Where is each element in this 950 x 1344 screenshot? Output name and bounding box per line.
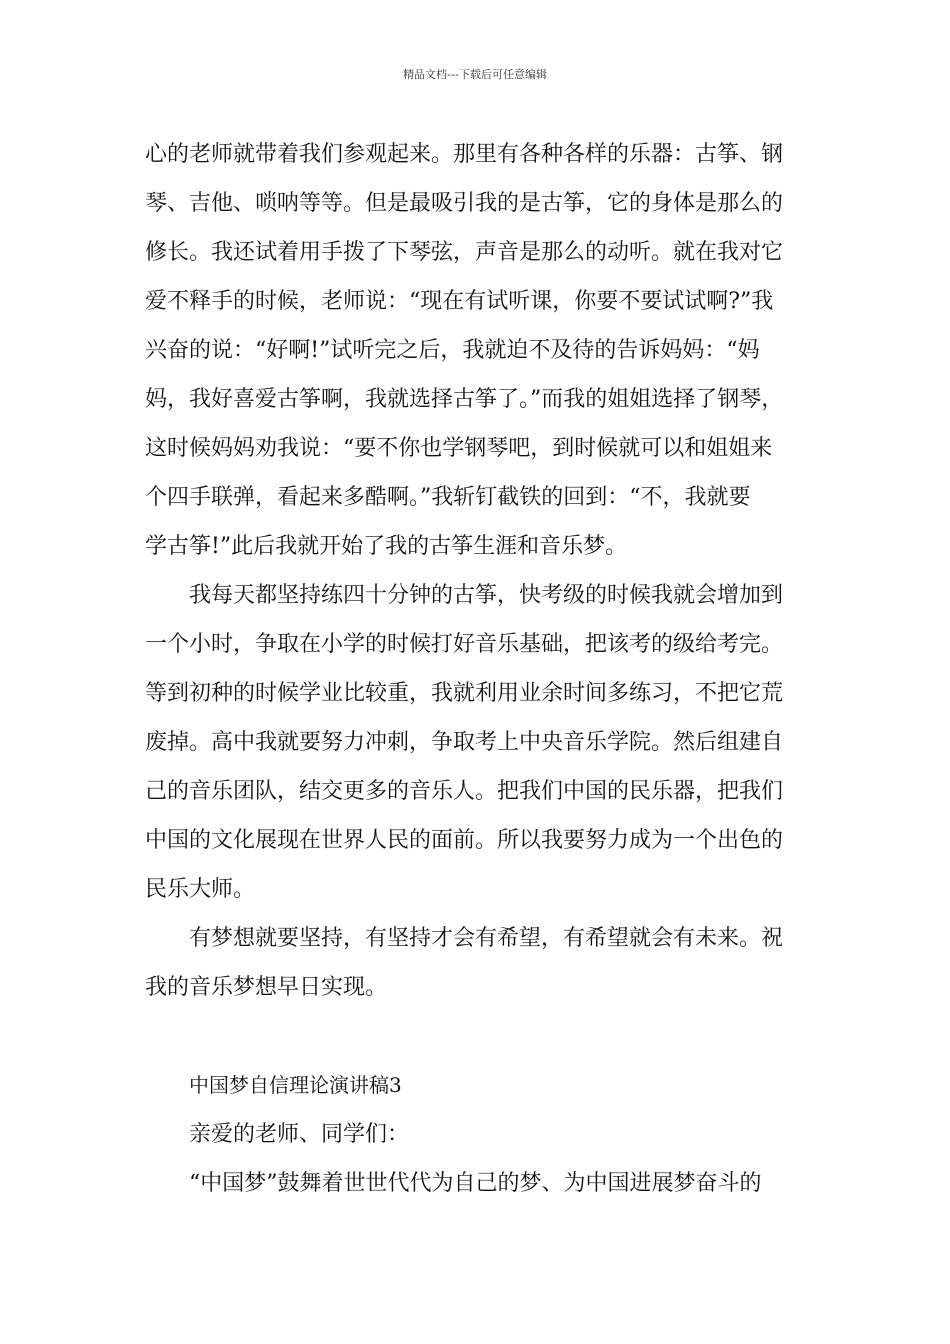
text-line: 有梦想就要坚持，有坚持才会有希望，有希望就会有未来。祝	[189, 926, 784, 951]
section-title: 中国梦自信理论演讲稿3	[189, 1073, 402, 1097]
text-line: 废掉。高中我就要努力冲刺，争取考上中央音乐学院。然后组建自	[145, 730, 784, 755]
text-line: 琴、吉他、唢呐等等。但是最吸引我的是古筝，它的身体是那么的	[145, 191, 784, 216]
text-line: 一个小时，争取在小学的时候打好音乐基础，把该考的级给考完。	[145, 632, 784, 657]
text-line: 这时候妈妈劝我说：“要不你也学钢琴吧，到时候就可以和姐姐来	[145, 436, 773, 461]
paragraph-3	[145, 914, 815, 1012]
paragraph-1	[145, 130, 815, 571]
text-line: 个四手联弹，看起来多酷啊。”我斩钉截铁的回到：“不，我就要	[145, 485, 751, 510]
text-line: 学古筝!”此后我就开始了我的古筝生涯和音乐梦。	[145, 534, 628, 559]
text-line: 妈，我好喜爱古筝啊，我就选择古筝了。”而我的姐姐选择了钢琴，	[145, 387, 784, 412]
text-line: 心的老师就带着我们参观起来。那里有各种各样的乐器：古筝、钢	[145, 142, 784, 167]
document-body	[145, 130, 815, 1208]
text-line: 我的音乐梦想早日实现。	[145, 975, 388, 1000]
paragraph-2	[145, 571, 815, 914]
text-line: 我每天都坚持练四十分钟的古筝，快考级的时候我就会增加到	[189, 583, 784, 608]
text-line: 民乐大师。	[145, 877, 256, 902]
text-line: 己的音乐团队，结交更多的音乐人。把我们中国的民乐器，把我们	[145, 779, 784, 804]
text-line: 等到初种的时候学业比较重，我就利用业余时间多练习，不把它荒	[145, 681, 784, 706]
text-line: 爱不释手的时候，老师说：“现在有试听课，你要不要试试啊?”我	[145, 289, 774, 314]
text-line: 中国的文化展现在世界人民的面前。所以我要努力成为一个出色的	[145, 828, 784, 853]
text-line: “中国梦”鼓舞着世世代代为自己的梦、为中国进展梦奋斗的	[189, 1171, 762, 1196]
page-header: 精品文档---下载后可任意编辑	[403, 68, 547, 81]
speech-section	[145, 1061, 815, 1208]
greeting-line: 亲爱的老师、同学们：	[189, 1122, 410, 1147]
text-line: 修长。我还试着用手拨了下琴弦，声音是那么的动听。就在我对它	[145, 240, 784, 265]
text-line: 兴奋的说：“好啊!”试听完之后，我就迫不及待的告诉妈妈：“妈	[145, 338, 760, 363]
